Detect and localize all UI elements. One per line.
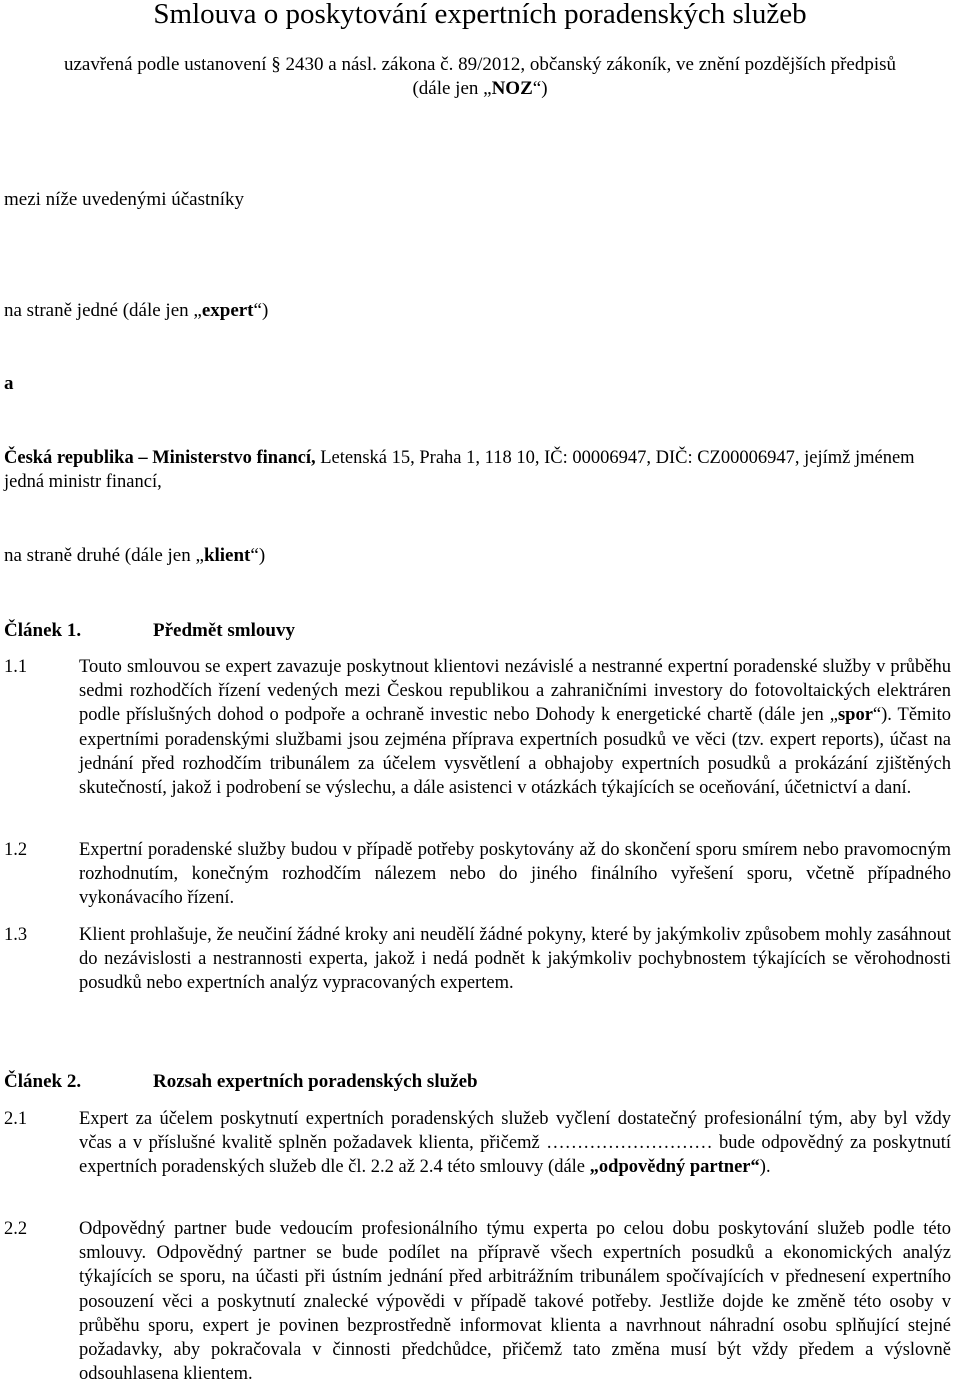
article-1-number: Článek 1. xyxy=(4,620,82,641)
clause-1-3-number: 1.3 xyxy=(4,925,28,945)
party-1-role-post: “) xyxy=(253,300,269,321)
expert-term: expert xyxy=(201,300,254,321)
clause-2-1-number: 2.1 xyxy=(4,1109,28,1129)
party-2-name: Česká republika – Ministerstvo financí, xyxy=(4,448,316,468)
clause-1-1-part-a: Touto smlouvou se expert zavazuje poskytnout klientovi nezávislé a nestranné expertní poradenské služby v průběhu sedmi rozhodčích řízení vedených mezi Českou republikou a zahraničními investory do fotovoltaických elektráren podle příslušných dohod o podpoře a ochraně investic nebo Dohody k energetické chartě (dále jen „ xyxy=(79,657,951,726)
and-conjunction: a xyxy=(4,373,14,394)
clause-1-3-text: Klient prohlašuje, že neučiní žádné kroky ani neudělí žádné pokyny, které by jakýmkoliv způsobem mohly zasáhnout do nezávislosti a nestrannosti experta, jakož i nedá podnět k jakýmkoliv pochybnostem týkajících se věrohodnosti posudků nebo expertních analýz vypracovaných expertem. xyxy=(79,925,951,994)
clause-2-1-part-a: Expert za účelem poskytnutí expertních poradenských služeb vyčlení dostatečný profesionální tým, aby byl vždy včas a v příslušné kvalitě splněn požadavek klienta, přičemž ……………………… bude odpovědný za poskytnutí expertních poradenských služeb dle čl. 2.2 až 2.4 této smlouvy (dále xyxy=(79,1109,951,1178)
party-2-role-post: “) xyxy=(250,545,266,566)
article-1-heading: Předmět smlouvy xyxy=(153,620,295,641)
article-2-heading: Rozsah expertních poradenských služeb xyxy=(153,1071,478,1092)
party-1-role-pre: na straně jedné (dále jen „ xyxy=(4,300,202,321)
noz-abbreviation: NOZ xyxy=(491,78,533,99)
party-2-role xyxy=(4,544,265,568)
clause-1-2-number: 1.2 xyxy=(4,840,28,860)
parties-intro: mezi níže uvedenými účastníky xyxy=(4,189,245,210)
page-title: Smlouva o poskytování expertních poradenských služeb xyxy=(153,0,807,30)
clause-1-1-part-b: “). Těmito expertními poradenskými službami jsou zejména příprava expertních posudků ve věci (tzv. expert reports), účast na jednání před rozhodčím tribunálem za účelem vysvětlení a obhajoby expertních posudků a prokázání zjištěných skutečností, jakož i podrobení se výslechu, a dále asistenci v otázkách týkajících se oceňování, účetnictví a daní. xyxy=(79,705,951,799)
responsible-partner-term: „odpovědný partner“ xyxy=(589,1157,760,1178)
preamble-line-1: uzavřená podle ustanovení § 2430 a násl. zákona č. 89/2012, občanský zákoník, ve znění pozdějších předpisů xyxy=(63,54,897,75)
preamble-line-2-post: “) xyxy=(532,78,548,99)
clause-2-1-text xyxy=(79,1107,951,1180)
spor-term: spor xyxy=(837,705,873,726)
clause-1-1-number: 1.1 xyxy=(4,657,28,677)
party-2-identification xyxy=(4,446,955,494)
clause-1-1-text xyxy=(79,655,951,800)
article-2-number: Článek 2. xyxy=(4,1071,82,1092)
client-term: klient xyxy=(203,545,251,566)
clause-1-2-text: Expertní poradenské služby budou v případě potřeby poskytovány až do skončení sporu smírem nebo pravomocným rozhodnutím, konečným rozhodčím nálezem nebo do jiného finálního vyřešení sporu, včetně případného vykonávacího řízení. xyxy=(79,840,951,909)
party-2-details: Letenská 15, Praha 1, 118 10, IČ: 00006947, DIČ: CZ00006947, jejímž jménem jedná ministr financí, xyxy=(4,448,915,493)
clause-2-2-text: Odpovědný partner bude vedoucím profesionálního týmu experta po celou dobu poskytování služeb podle této smlouvy. Odpovědný partner se bude podílet na přípravě všech expertních posudků a ekonomických analýz týkajících se sporu, na účasti při ústním jednání před arbitrážním tribunálem spočívajících v přednesení expertního posouzení věci a poskytnutí znalecké výpovědi v případě takové potřeby. Jestliže dojde ke změně této osoby v průběhu sporu, expert je povinen bezprostředně informovat klienta a navrhnout náhradní osobu splňující stejné požadavky, aby pokračovala v činnosti předchůdce, přičemž tato změna musí být vždy předem a výslovně odsouhlasena klientem. xyxy=(79,1219,951,1385)
party-2-role-pre: na straně druhé (dále jen „ xyxy=(4,545,204,566)
clause-2-2-number: 2.2 xyxy=(4,1219,28,1239)
preamble-line-2 xyxy=(0,77,960,101)
party-1-role xyxy=(4,299,268,323)
clause-2-1-part-b: ). xyxy=(759,1157,771,1178)
preamble-line-2-pre: (dále jen „ xyxy=(412,78,492,99)
